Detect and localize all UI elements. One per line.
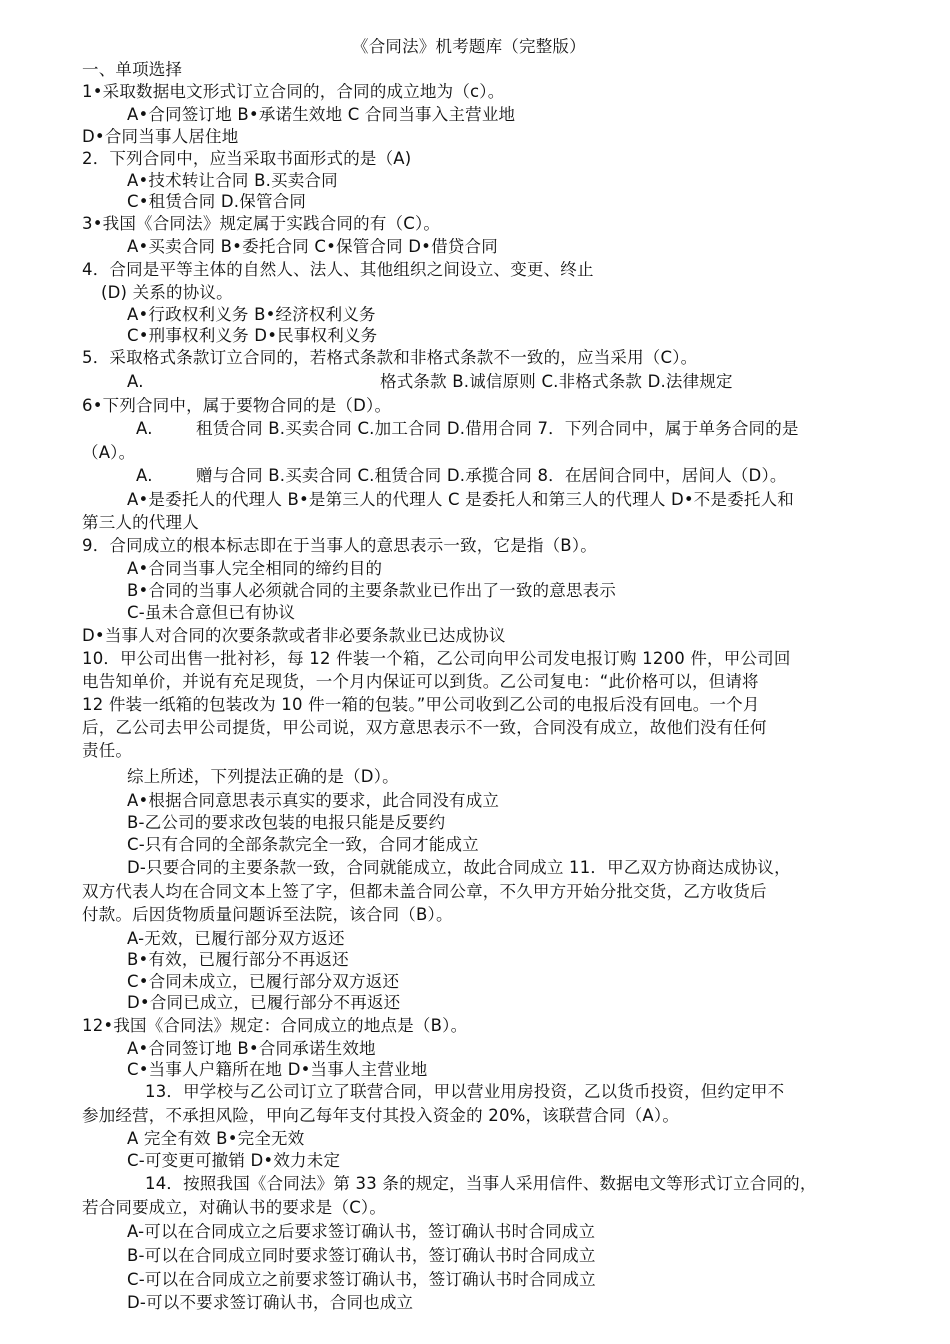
text-line: C-只有合同的全部条款完全一致，合同才能成立 bbox=[127, 835, 479, 854]
text-line: D-只要合同的主要条款一致，合同就能成立，故此合同成立 11．甲乙双方协商达成协议， bbox=[127, 858, 791, 877]
text-line: A. bbox=[136, 466, 153, 485]
text-line: A 完全有效 B•完全无效 bbox=[127, 1129, 305, 1148]
text-line: B-乙公司的要求改包装的电报只能是反要约 bbox=[127, 813, 446, 832]
text-line: 格式条款 B.诚信原则 C.非格式条款 D.法律规定 bbox=[380, 372, 733, 391]
text-line: A•买卖合同 B•委托合同 C•保管合同 D•借贷合同 bbox=[127, 237, 498, 256]
text-line: C•当事人户籍所在地 D•当事人主营业地 bbox=[127, 1060, 428, 1079]
text-line: 9．合同成立的根本标志即在于当事人的意思表示一致，它是指（B）。 bbox=[82, 536, 597, 555]
section-heading: 一、单项选择 bbox=[82, 60, 183, 79]
text-line: 2．下列合同中，应当采取书面形式的是（A) bbox=[82, 149, 412, 168]
text-line: 责任。 bbox=[82, 741, 133, 760]
text-line: A•技术转让合同 B.买卖合同 bbox=[127, 171, 338, 190]
text-line: A. bbox=[136, 419, 153, 438]
text-line: 14．按照我国《合同法》第 33 条的规定，当事人采用信件、数据电文等形式订立合同的， bbox=[145, 1174, 817, 1193]
text-line: 赠与合同 B.买卖合同 C.租赁合同 D.承揽合同 8．在居间合同中，居间人（D）。 bbox=[196, 466, 787, 485]
text-line: D•合同当事人居住地 bbox=[82, 127, 239, 146]
text-line: 10．甲公司出售一批衬衫，每 12 件装一个箱，乙公司向甲公司发电报订购 1200 件，甲公司回 bbox=[82, 649, 791, 668]
text-line: （A）。 bbox=[82, 443, 136, 462]
text-line: A-可以在合同成立之后要求签订确认书，签订确认书时合同成立 bbox=[127, 1222, 596, 1241]
text-line: 12 件装一纸箱的包装改为 10 件一箱的包装。”甲公司收到乙公司的电报后没有回电。一个月 bbox=[82, 695, 760, 714]
text-line: (D) 关系的协议。 bbox=[101, 283, 233, 302]
text-line: B•合同的当事人必须就合同的主要条款业已作出了一致的意思表示 bbox=[127, 581, 617, 600]
text-line: C•合同未成立，已履行部分双方返还 bbox=[127, 972, 400, 991]
text-line: D-可以不要求签订确认书，合同也成立 bbox=[127, 1293, 414, 1312]
text-line: 第三人的代理人 bbox=[82, 513, 199, 532]
text-line: 12•我国《合同法》规定：合同成立的地点是（B）。 bbox=[82, 1016, 468, 1035]
text-line: 若合同要成立，对确认书的要求是（C）。 bbox=[82, 1198, 387, 1217]
text-line: 综上所述，下列提法正确的是（D）。 bbox=[127, 767, 399, 786]
text-line: 付款。后因货物质量问题诉至法院，该合同（B）。 bbox=[82, 905, 453, 924]
page-title: 《合同法》机考题库（完整版） bbox=[352, 37, 586, 56]
text-line: 6•下列合同中，属于要物合同的是（D）。 bbox=[82, 396, 392, 415]
text-line: A-无效，已履行部分双方返还 bbox=[127, 929, 345, 948]
text-line: 租赁合同 B.买卖合同 C.加工合同 D.借用合同 7．下列合同中，属于单务合同的是 bbox=[196, 419, 799, 438]
text-line: C-可变更可撤销 D•效力未定 bbox=[127, 1151, 341, 1170]
text-line: D•当事人对合同的次要条款或者非必要条款业已达成协议 bbox=[82, 626, 506, 645]
text-line: B•有效，已履行部分不再返还 bbox=[127, 950, 349, 969]
text-line: A•行政权利义务 B•经济权利义务 bbox=[127, 305, 376, 324]
text-line: C-可以在合同成立之前要求签订确认书，签订确认书时合同成立 bbox=[127, 1270, 596, 1289]
text-line: A•根据合同意思表示真实的要求，此合同没有成立 bbox=[127, 791, 500, 810]
text-line: A•合同签订地 B•承诺生效地 C 合同当事入主营业地 bbox=[127, 105, 516, 124]
text-line: A•合同签订地 B•合同承诺生效地 bbox=[127, 1039, 376, 1058]
text-line: 4．合同是平等主体的自然人、法人、其他组织之间设立、变更、终止 bbox=[82, 260, 594, 279]
text-line: 1•采取数据电文形式订立合同的，合同的成立地为（c）。 bbox=[82, 82, 505, 101]
text-line: A•合同当事人完全相同的缔约目的 bbox=[127, 559, 383, 578]
text-line: D•合同已成立，已履行部分不再返还 bbox=[127, 993, 401, 1012]
text-line: C•租赁合同 D.保管合同 bbox=[127, 192, 307, 211]
text-line: 3•我国《合同法》规定属于实践合同的有（C）。 bbox=[82, 214, 441, 233]
text-line: 参加经营，不承担风险，甲向乙每年支付其投入资金的 20%，该联营合同（A）。 bbox=[82, 1106, 680, 1125]
text-line: 5．采取格式条款订立合同的，若格式条款和非格式条款不一致的，应当采用（C）。 bbox=[82, 348, 698, 367]
text-line: C•刑事权利义务 D•民事权利义务 bbox=[127, 326, 378, 345]
text-line: B-可以在合同成立同时要求签订确认书，签订确认书时合同成立 bbox=[127, 1246, 596, 1265]
text-line: 后，乙公司去甲公司提货，甲公司说，双方意思表示不一致，合同没有成立，故他们没有任何 bbox=[82, 718, 767, 737]
text-line: 电告知单价，并说有充足现货，一个月内保证可以到货。乙公司复电：“此价格可以，但请将 bbox=[82, 672, 759, 691]
text-line: C-虽未合意但已有协议 bbox=[127, 603, 296, 622]
text-line: 13．甲学校与乙公司订立了联营合同，甲以营业用房投资，乙以货币投资，但约定甲不 bbox=[145, 1082, 785, 1101]
text-line: 双方代表人均在合同文本上签了字，但都未盖合同公章，不久甲方开始分批交货，乙方收货后 bbox=[82, 882, 767, 901]
text-line: A•是委托人的代理人 B•是第三人的代理人 C 是委托人和第三人的代理人 D•不是委托人和 bbox=[127, 490, 795, 509]
text-line: A. bbox=[127, 372, 144, 391]
